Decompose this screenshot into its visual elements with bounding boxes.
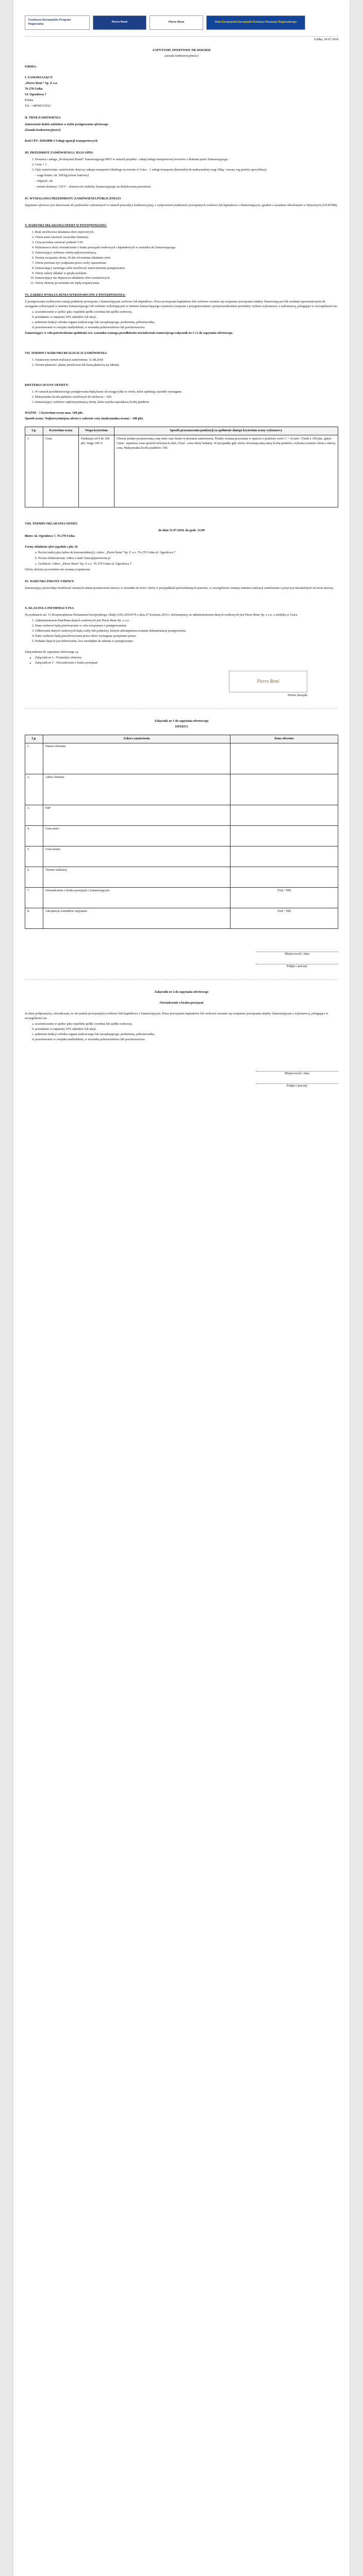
zam-line: Tel.: +48598153522: [25, 104, 51, 108]
table-cell: Oferent podaje proponowaną cenę netto oraz brutto wykonania zamówienia. Punkty zostaną przyznane w oparciu o poniższy wzór: C = (Cmin / Cbad) x 100 pkt., gdzie: Cmin - najniższa cena spośród złożonych ofert, Cbad - cena oferty badanej. W przypadku gdy oferty otrzymają taką samą liczbę punktów, wybrana zostanie oferta z niższą ceną. Maksymalna liczba punktów: 100.: [114, 435, 338, 507]
att2-title: Oświadczenie o braku powiązań: [159, 1001, 204, 1005]
waz-sub: Sposób oceny: Najkorzystniejsza oferta w zakresie ceny (maksymalna ocena) – 100 pkt.: [25, 417, 144, 421]
kl-text: Na podstawie art. 13 Rozporządzenia Parlamentu Europejskiego i Rady (UE) 2016/679 z dnia 27 kwietnia 2016 r. informujemy, że administratorem danych osobowych jest Pierre Rene Sp. z o.o. z siedzibą w Ustce.: [25, 613, 299, 617]
signature-role: Prezes Zarządu: [288, 693, 307, 697]
zal-text: Załącznikami do zapytania ofertowego są:: [25, 650, 79, 654]
zam-line: „Pierre Rene” Sp. Z o.o.: [25, 81, 58, 85]
cpv-code: Kod CPV: 42923000-2 Usługi agencji transportowych: [25, 139, 97, 143]
przedmiot-detail: - termin dostawy: CIF/C - dostawa do siedziby Zamawiającego na dedykowaną przestrzeń.: [35, 184, 152, 189]
kl-item: 1. Administratorem Pani/Pana danych osobowych jest Pierre Rene Sp. z o.o.: [35, 619, 338, 623]
table-cell: Nazwa oferenta: [43, 743, 230, 774]
termin-list: [35, 358, 338, 368]
table-header-cell: Dane oferenta: [230, 735, 338, 743]
skl-date: do dnia 31.07.2018, do godz. 12.00: [158, 529, 205, 533]
termin-item: 1. Ostateczny termin realizacji zamówienia: 31.08.2018: [35, 358, 338, 363]
table-cell: Cena: [43, 435, 79, 507]
wyk-text: Z postępowania wykluczeni zostają podmioty powiązane z Zamawiającym osobowo lub kapitałowo. Przez powiązania kapitałowe lub osobowe rozumie się wzajemne powiązania między Zamawiającym lub osobami upoważnionymi do zaciągania zobowiązań w imieniu Zamawiającego lub osobami wykonującymi w imieniu Zamawiającego czynności związane z przygotowaniem i przeprowadzeniem procedury wyboru wykonawcy a wykonawcą, polegające w szczególności na:: [25, 300, 338, 309]
wym-label: IV. WYMAGANIA PRZEDMIOTU ZAMÓWIENIA PUBLICZNEGO: [25, 196, 121, 200]
table-header-cell: Waga kryterium: [79, 427, 114, 435]
att2-sign: Podpis i pieczęć: [256, 1083, 338, 1089]
table-cell: 8.: [25, 908, 43, 928]
forma-a: a. Poczta tradycyjna (adres do korespondencji): Adres: „Pierre Rene” Sp. Z o.o. 76-270 Ustka ul. Ogrodowa 7: [35, 551, 176, 555]
warunki-item: 10. Zamawiający nie dopuszcza składania ofert wariantowych.: [35, 276, 338, 281]
kryt-label: KRYTERIA OCENY OFERTY:: [25, 383, 69, 387]
table-row: [25, 805, 338, 825]
forma-b: b. Poczta elektroniczna: Adres e-mail: biuro@pierrerene.pl: [35, 556, 111, 561]
przedmiot-label: III. PRZEDMIOT ZAMÓWIENIA I JEGO OPIS:: [25, 150, 94, 155]
table-row: [25, 435, 338, 507]
warunki-label: V. WARUNKI SKŁADANIA OFERT W POSTĘPOWANIU:: [25, 223, 107, 227]
table-cell: 6.: [25, 867, 43, 887]
table-row: [25, 846, 338, 867]
offer-input-cell[interactable]: [230, 867, 338, 887]
wym-text: Zapytanie ofertowe jest skierowane do podmiotów wyłonionych w ramach procedury konkurencyjnej, z wyłączeniem podmiotów powiązanych osobowo lub kapitałowo z Zamawiającym, zgodnie z zasadami określonymi w Wytycznych (UE/EFRR).: [25, 203, 338, 207]
wyk-item: d. pozostawaniu w związku małżeńskim, w stosunku pokrewieństwa lub powinowactwa.: [35, 326, 338, 330]
warunki-item: 5. Zamawiający wybierze ofertę najkorzystniejszą.: [35, 251, 338, 256]
att1-label: Załącznik nr 1 do zapytania ofertowego: [154, 719, 209, 723]
att1-place: Miejscowość i data: [256, 952, 338, 957]
company-stamp: Pierre René: [229, 671, 307, 692]
eu-logo: Unia Europejska Europejski Fundusz Rozwoju Regionalnego: [206, 15, 305, 30]
table-cell: Adres oferenta: [43, 774, 230, 805]
tryb-label: II. TRYB ZAMÓWIENIA: [25, 115, 61, 120]
skl-label: VIII. TERMIN SKŁADANIA OFERT:: [25, 522, 78, 526]
table-cell: 1.: [25, 743, 43, 774]
tryb-line: Zamówienie bedzie udzielane w trybie postępowania ofertowego: [25, 122, 109, 126]
table-row: [25, 908, 338, 928]
zam-label: I. ZAMAWIAJĄCY:: [25, 75, 53, 79]
kl-item: 2. Dane osobowe będą przetwarzane w celu związanym z postępowaniem.: [35, 624, 338, 629]
zal-item: • Załącznik nr 1 - Formularz ofertowy: [35, 656, 338, 660]
table-cell: Termin realizacji: [43, 867, 230, 887]
zal-list: [35, 656, 338, 666]
kl-label: X. KLAUZULA INFORMACYJNA: [25, 606, 74, 611]
tryb-line: (Zasada konkurencyjności): [25, 128, 61, 132]
wyk-list: [35, 310, 338, 330]
table-row: [25, 743, 338, 774]
nieroz-text: Oferty złożone po terminie nie zostaną rozpatrzone.: [25, 568, 91, 572]
zam-block: [25, 81, 338, 109]
att2-item: d. pozostawaniu w związku małżeńskim, w stosunku pokrewieństwa lub powinowactwa.: [35, 1038, 338, 1042]
att2-item: c. pełnieniu funkcji członka organu nadzorczego lub zarządzającego, prokurenta, pełnomocnika,: [35, 1032, 338, 1037]
zam-line: 76-270 Ustka: [25, 87, 43, 91]
kryt-item: 2. Maksymalna liczba punktów możliwych do zdobycia – 100.: [35, 395, 338, 400]
table-cell: NIP: [43, 805, 230, 825]
firma-label: FIRMA:: [25, 64, 37, 69]
warunki-item: 3. Cena powinna zawierać podatek VAT.: [35, 241, 338, 245]
att2-list: [35, 1022, 338, 1042]
table-cell: 7.: [25, 887, 43, 908]
table-cell: 1.: [25, 435, 43, 507]
offer-choice-cell[interactable]: TAK / NIE: [230, 908, 338, 928]
att1-title: OFERTA: [175, 724, 188, 728]
table-cell: Akceptacja warunków zapytania: [43, 908, 230, 928]
table-row: [25, 774, 338, 805]
warunki-item: 4. Wykonawca złoży oświadczenie o braku powiązań osobowych i kapitałowych w stosunku do Zamawiającego.: [35, 246, 338, 250]
page-break: [25, 979, 338, 980]
doc-title: ZAPYTANIE OFERTOWE NR 2018/2018: [152, 48, 211, 52]
przedmiot-item: 1. Dostawa i usługa „Profesjonal Brand” Zamawiającego RPO w ramach projektu - zakup usługi transportowej towarów z Rumuni przez Zamawiającego.: [35, 158, 338, 162]
doc-subtitle: (zasada konkurencyjności): [164, 54, 199, 58]
zam-line: Polska: [25, 98, 34, 102]
logo-bar: [25, 11, 338, 37]
wyk-note: Zamawiający w celu potwierdzenia spełnienia ww. warunku wymaga przedłożenia oświadczenia stanowiącego załącznik nr 1 i 2 do zapytania ofertowego.: [25, 331, 234, 335]
place-date: Łódka, 24.07.2018: [314, 38, 338, 41]
warunki-item: 11. Oferty złożone po terminie nie będą rozpatrywane.: [35, 281, 338, 286]
att1-sign: Podpis i pieczęć: [256, 964, 338, 969]
przedmiot-list: [35, 158, 338, 173]
kl-item: 4. Dane osobowe będą przechowywane przez okres wymagany przepisami prawa.: [35, 634, 338, 639]
table-header-cell: Sposób przyznawania punktacji za spełnienie danego kryterium oceny wykonawcy: [114, 427, 338, 435]
document-page: [13, 0, 350, 2576]
waz-title: WAŻNE - 1 kryterium oceny max. 100 pkt.: [25, 411, 84, 415]
wyk-label: VI. ZAKRES WYKLUCZENIA WYKONAWCÓW Z POSTĘPOWANIA:: [25, 293, 126, 297]
table-header-cell: Lp.: [25, 427, 43, 435]
warunki-item: 1. Brak możliwości składania ofert częściowych.: [35, 230, 338, 235]
kryt-item: 1. W ramach przedmiotowego postępowania będą brane od uwagę tylko te oferty, które spełniają warunki wymagane.: [35, 390, 338, 395]
kl-item: 5. Podanie danych jest dobrowolne, lecz niezbędne do udziału w postępowaniu.: [35, 639, 338, 644]
warunki-item: 8. Zamawiający zastrzega sobie możliwość unieważnienia postępowania.: [35, 266, 338, 271]
table-row: [25, 867, 338, 887]
zmiany-text: Zamawiający przewiduje możliwość istotnych zmian postanowień umowy w stosunku do treści oferty w przypadkach przewidzianych prawem, w szczególności zmiany terminu realizacji zamówienia z przyczyn niezależnych od stron umowy.: [25, 586, 334, 590]
kryt-list: [35, 390, 338, 405]
table-row: [25, 825, 338, 846]
offer-input-cell[interactable]: [230, 774, 338, 805]
kl-item: 3. Odbiorcami danych osobowych będą osoby lub podmioty, którym udostępniona zostanie dokumentacja postępowania.: [35, 629, 338, 634]
warunki-item: 6. Termin związania ofertą: 30 dni od terminu składania ofert.: [35, 256, 338, 261]
skl-addr: Biuro: ul. Ogrodowa 7, 76-270 Ustka: [25, 534, 75, 538]
kl-list: [35, 619, 338, 644]
table-header-cell: Lp.: [25, 735, 43, 743]
table-header-row: [25, 735, 338, 743]
table-row: [25, 887, 338, 908]
termin-label: VII. TERMIN I WARUNKI REALIZACJI ZAMÓWIENIA:: [25, 351, 108, 355]
page-break: [25, 708, 338, 709]
forma-c: c. Osobiście: Adres: „Pierre Rene” Sp. Z o.o. 76-270 Ustka ul. Ogrodowa 7: [35, 562, 131, 566]
att2-text: Ja niżej podpisany(a), oświadczam, że nie jestem powiązany(a) osobowo lub kapitałowo z Zamawiającym. Przez powiązania kapitałowe lub osobowe rozumie się wzajemne powiązania między Zamawiającym a wykonawcą, polegające w szczególności na:: [25, 1011, 328, 1020]
table-cell: 2.: [25, 774, 43, 805]
wyk-item: b. posiadaniu co najmniej 10% udziałów lub akcji,: [35, 315, 338, 320]
warunki-item: 9. Oferty należy składać w języku polskim.: [35, 272, 338, 276]
table-header-row: [25, 427, 338, 435]
att2-item: a. uczestniczeniu w spółce jako wspólnik spółki cywilnej lub spółki osobowej,: [35, 1022, 338, 1027]
warunki-item: 2. Oferta musi zawierać wszystkie elementy.: [35, 235, 338, 240]
zal-item: • Załącznik nr 2 - Oświadczenie o braku powiązań: [35, 661, 338, 666]
criteria-table: [25, 427, 338, 507]
brand-logo: Pierre René: [93, 15, 146, 30]
att2-place: Miejscowość i data: [256, 1071, 338, 1076]
offer-input-cell[interactable]: [230, 805, 338, 825]
przedmiot-detail: - waga brutto: ok. 500 kg (towar hurtowy): [35, 173, 89, 177]
przedmiot-detail: - objętość: ok.: [35, 179, 54, 183]
offer-input-cell[interactable]: [230, 743, 338, 774]
forma-label: Formy składania ofert (zgodnie z pkt. 9):: [25, 545, 78, 549]
brand-logo-2: Pierre René: [150, 15, 203, 30]
table-cell: Punktacja od 0 do 100 pkt. Waga 100 %: [79, 435, 114, 507]
offer-input-cell[interactable]: [230, 825, 338, 846]
offer-choice-cell[interactable]: TAK / NIE: [230, 887, 338, 908]
offer-table: [25, 735, 338, 929]
att2-item: b. posiadaniu co najmniej 10% udziałów lub akcji,: [35, 1027, 338, 1032]
zmiany-label: IX. WARUNKI ZMIANY UMOWY:: [25, 580, 75, 584]
table-cell: 5.: [25, 846, 43, 867]
table-cell: Oświadczenie o braku powiązań z Zamawiającym: [43, 887, 230, 908]
przedmiot-item: 3. Opis zamówienia: zamówienie dotyczy zakupu transportu lokalnego na terenie w Ustce - 1 usługi transportu (kurierski) do maksymalnej wagi 20kg - towary wg poniżej specyfikacji:: [35, 168, 338, 173]
table-cell: Cena brutto: [43, 846, 230, 867]
offer-input-cell[interactable]: [230, 846, 338, 867]
kryt-item: 3. Zamawiający wybierze najkorzystniejszą ofertę, która uzyska największą liczbę punktów.: [35, 400, 338, 405]
att2-label: Załącznik nr 2 do zapytania ofertowego: [154, 990, 209, 994]
table-header-cell: Zakres zamówienia: [43, 735, 230, 743]
table-header-cell: Kryterium oceny: [43, 427, 79, 435]
przedmiot-item: 2. Cena = 1.: [35, 163, 338, 167]
signature-block: [25, 671, 338, 698]
wyk-item: c. pełnieniu funkcji członka organu nadzorczego lub zarządzającego, prokurenta, pełnomocnika,: [35, 320, 338, 325]
warunki-item: 7. Oferta powinna być podpisana przez osoby uprawnione.: [35, 261, 338, 266]
table-cell: 3.: [25, 805, 43, 825]
termin-item: 2. Termin płatności: płatne przelewem lub kartą płatniczą na fakturę.: [35, 363, 338, 368]
table-cell: 4.: [25, 825, 43, 846]
wyk-item: a. uczestniczeniu w spółce jako wspólnik spółki cywilnej lub spółki osobowej,: [35, 310, 338, 315]
warunki-list: [35, 230, 338, 286]
zam-line: Ul. Ogrodowa 7: [25, 92, 46, 96]
table-cell: Cena netto: [43, 825, 230, 846]
fundusze-logo: Fundusze Europejskie Program Regionalny: [25, 15, 90, 30]
